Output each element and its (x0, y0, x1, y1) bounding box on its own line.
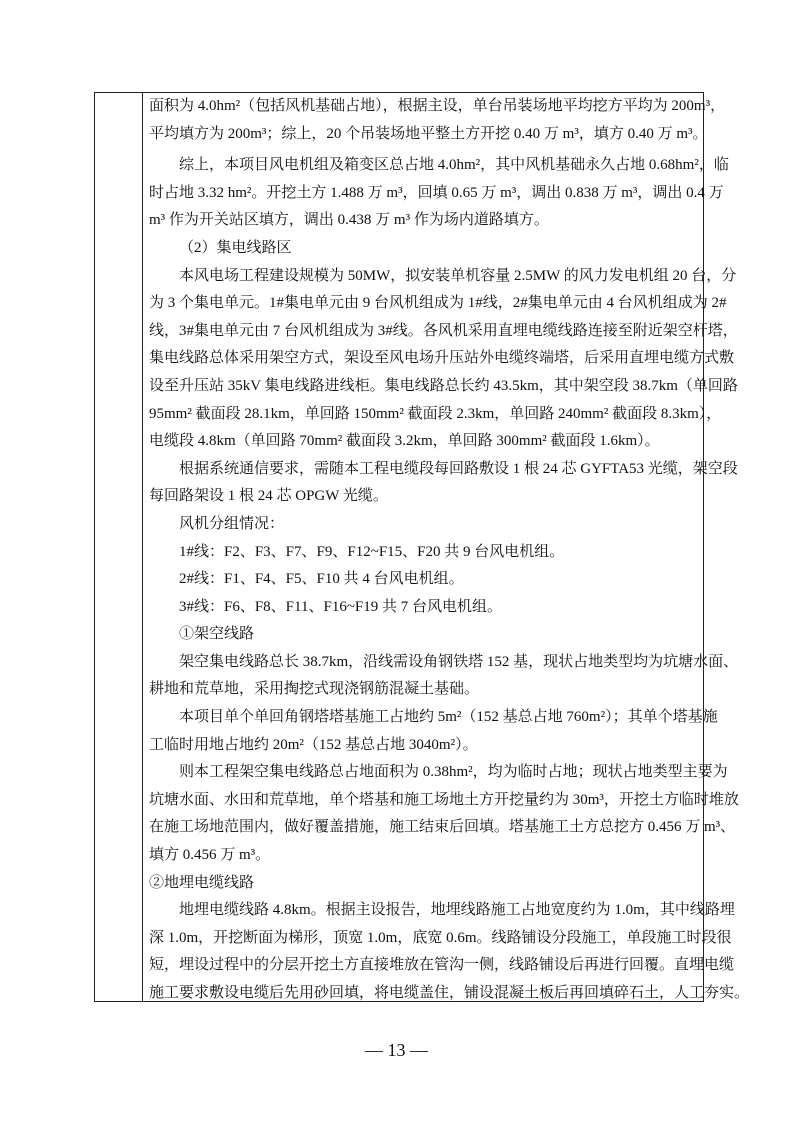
table-content-cell (149, 93, 750, 1008)
text-line: （2）集电线路区 (179, 239, 292, 256)
text-line: 耕地和荒草地，采用掏挖式现浇钢筋混凝土基础。 (149, 681, 480, 698)
text-line: 坑塘水面、水田和荒草地，单个塔基和施工场地土方开挖量约为 30m³，开挖土方临时堆放 (149, 791, 739, 808)
text-line: 填方 0.456 万 m³。 (149, 847, 271, 864)
text-line: 线，3#集电单元由 7 台风机组成为 3#线。各风机采用直埋电缆线路连接至附近架空杆塔， (149, 322, 738, 339)
paragraph (149, 511, 699, 539)
text-line: 95mm² 截面段 28.1km，单回路 150mm² 截面段 2.3km，单回路 240mm² 截面段 8.3km）， (149, 405, 722, 422)
text-line: 面积为 4.0hm²（包括风机基础占地），根据主设，单台吊装场地平均挖方平均为 200m³， (149, 98, 726, 114)
paragraph (149, 456, 738, 511)
text-line: m³ 作为开关站区填方，调出 0.438 万 m³ 作为场内道路填方。 (149, 212, 549, 229)
paragraph (149, 263, 738, 456)
text-line: ①架空线路 (179, 626, 255, 643)
text-line: 1#线：F2、F3、F7、F9、F12~F15、F20 共 9 台风电机组。 (179, 543, 565, 560)
paragraph (149, 152, 729, 235)
paragraph (149, 93, 726, 148)
text-line: 时占地 3.32 hm²。开挖土方 1.488 万 m³，回填 0.65 万 m³，调出 0.838 万 m³，调出 0.4 万 (149, 184, 724, 201)
text-line: ②地埋电缆线路 (149, 874, 255, 891)
paragraph (149, 759, 739, 869)
content-table (94, 92, 750, 1002)
text-line: 本风电场工程建设规模为 50MW，拟安装单机容量 2.5MW 的风力发电机组 20 台，分 (179, 267, 737, 284)
text-line: 地埋电缆线路 4.8km。根据主设报告，地埋线路施工占地宽度约为 1.0m，其中线路埋 (179, 902, 735, 919)
text-line: 则本工程架空集电线路总占地面积为 0.38hm²，均为临时占地；现状占地类型主要为 (179, 764, 728, 781)
text-line: 风机分组情况： (179, 515, 285, 532)
text-line: 综上，本项目风电机组及箱变区总占地 4.0hm²，其中风机基础永久占地 0.68hm²，临 (179, 157, 729, 174)
text-line: 架空集电线路总长 38.7km，沿线需设角钢铁塔 152 基，现状占地类型均为坑塘水面、 (179, 653, 739, 670)
paragraph (149, 539, 699, 567)
paragraph (149, 566, 699, 594)
paragraph (149, 897, 750, 1007)
column-divider (142, 93, 143, 1001)
text-line: 2#线：F1、F4、F5、F10 共 4 台风电机组。 (179, 571, 464, 588)
text-line: 设至升压站 35kV 集电线路进线柜。集电线路总长约 43.5km，其中架空段 38.7km（单回路 (149, 377, 738, 394)
text-line: 深 1.0m，开挖断面为梯形，顶宽 1.0m，底宽 0.6m。线路铺设分段施工，单段施工时段很 (149, 929, 732, 946)
text-line: 在施工场地范围内，做好覆盖措施，施工结束后回填。塔基施工土方总挖方 0.456 万 m³、 (149, 819, 736, 836)
page-number: — 13 — (365, 1040, 428, 1060)
text-line: 根据系统通信要求，需随本工程电缆段每回路敷设 1 根 24 芯 GYFTA53 光缆，架空段 (179, 460, 738, 477)
paragraph (149, 594, 699, 622)
text-line: 平均填方为 200m³；综上，20 个吊装场地平整土方开挖 0.40 万 m³，填方 0.40 万 m³。 (149, 125, 708, 142)
text-line: 为 3 个集电单元。1#集电单元由 9 台风机组成为 1#线，2#集电单元由 4 台风机组成为 2# (149, 295, 727, 312)
paragraph (149, 235, 699, 263)
text-line: 3#线：F6、F8、F11、F16~F19 共 7 台风电机组。 (179, 598, 503, 615)
text-line: 短，埋设过程中的分层开挖土方直接堆放在管沟一侧，线路铺设后再进行回覆。直埋电缆 (149, 957, 735, 974)
text-line: 施工要求敷设电缆后先用砂回填，将电缆盖住，铺设混凝土板后再回填碎石土，人工夯实。 (149, 985, 750, 1001)
text-line: 工临时用地占地约 20m²（152 基总占地 3040m²）。 (149, 736, 478, 753)
paragraph (149, 621, 699, 649)
text-line: 集电线路总体采用架空方式，架设至风电场升压站外电缆终端塔，后采用直埋电缆方式敷 (149, 350, 735, 367)
paragraph (149, 649, 739, 704)
text-line: 电缆段 4.8km（单回路 70mm² 截面段 3.2km，单回路 300mm² 截面段 1.6km）。 (149, 433, 660, 450)
paragraph (149, 870, 699, 898)
text-line: 本项目单个单回角钢塔塔基施工占地约 5m²（152 基总占地 760m²）；其单个塔基施 (179, 709, 718, 726)
paragraph (149, 704, 718, 759)
text-line: 每回路架设 1 根 24 芯 OPGW 光缆。 (149, 488, 388, 505)
